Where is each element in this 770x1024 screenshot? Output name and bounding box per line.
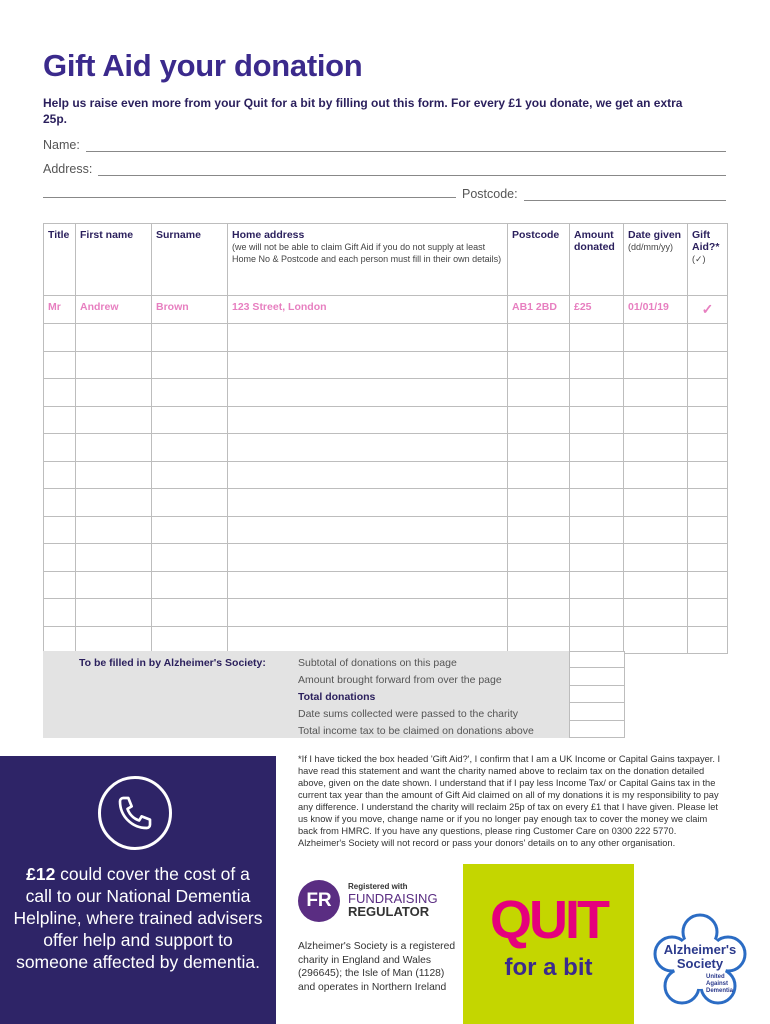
table-cell[interactable] xyxy=(570,434,624,462)
table-cell[interactable] xyxy=(152,489,228,517)
table-cell[interactable] xyxy=(228,626,508,654)
table-cell[interactable] xyxy=(228,379,508,407)
table-row xyxy=(44,461,728,489)
quit-logo-sub: for a bit xyxy=(504,954,593,981)
table-cell[interactable] xyxy=(570,379,624,407)
table-cell[interactable] xyxy=(152,379,228,407)
table-cell[interactable] xyxy=(76,626,152,654)
table-row xyxy=(44,516,728,544)
example-gift-aid-tick: ✓ xyxy=(688,296,728,324)
example-amount: £25 xyxy=(570,296,624,324)
table-row xyxy=(44,406,728,434)
totals-item-subtotal: Subtotal of donations on this page xyxy=(298,657,457,669)
table-cell[interactable] xyxy=(508,489,570,517)
table-cell[interactable] xyxy=(508,351,570,379)
table-cell[interactable] xyxy=(508,599,570,627)
totals-section xyxy=(43,651,727,738)
table-cell[interactable] xyxy=(688,461,728,489)
table-cell[interactable] xyxy=(624,379,688,407)
table-cell[interactable] xyxy=(152,626,228,654)
table-cell[interactable] xyxy=(570,626,624,654)
table-cell[interactable] xyxy=(44,516,76,544)
gift-aid-declaration: *If I have ticked the box headed 'Gift Aid?', I confirm that I am a UK Income or Capital Gains taxpayer. I have read this statement and want the charity named above to reclaim tax on the donation detailed above, given on the date shown. I understand that if I pay less Income Tax/ or Capital Gains tax in the current tax year than the amount of Gift Aid claimed on all of my donations it is my responsibility to pay any difference. I understand the charity will reclaim 25p of tax on every £1 that I have given. Please let us know if you move, change name or if you no longer pay enough tax to cover the money we claim back from HMRC. If you have any questions, please ring Customer Care on 0300 222 5770. Alzheimer's Society will not record or pass your donors' details on to any other organisation. xyxy=(298,754,721,848)
table-cell[interactable] xyxy=(570,544,624,572)
table-cell[interactable] xyxy=(228,461,508,489)
table-cell[interactable] xyxy=(688,434,728,462)
header-home-address xyxy=(228,224,508,296)
postcode-field-row xyxy=(462,187,726,201)
header-home-address-label: Home address xyxy=(232,229,305,241)
alz-logo-line4: Against xyxy=(706,981,729,987)
table-cell[interactable] xyxy=(152,599,228,627)
forget-me-not-icon xyxy=(650,910,750,1010)
table-row xyxy=(44,544,728,572)
totals-input-boxes xyxy=(569,651,625,738)
table-cell[interactable] xyxy=(508,544,570,572)
charity-registration-info: Alzheimer's Society is a registered charity in England and Wales (296645); the Isle of Man (1128) and operates in Northern Ireland xyxy=(298,941,456,993)
table-cell[interactable] xyxy=(152,461,228,489)
quit-for-a-bit-logo xyxy=(463,864,634,1024)
totals-input-brought-forward[interactable] xyxy=(569,668,625,685)
header-home-address-note: (we will not be able to claim Gift Aid if you do not supply at least Home No & Postcode and each person must fill in their own details) xyxy=(232,242,502,264)
alzheimers-society-logo xyxy=(650,910,750,1010)
table-cell[interactable] xyxy=(688,571,728,599)
table-cell[interactable] xyxy=(624,434,688,462)
table-cell[interactable] xyxy=(508,461,570,489)
table-cell[interactable] xyxy=(624,544,688,572)
totals-input-date-passed[interactable] xyxy=(569,703,625,720)
table-cell[interactable] xyxy=(44,489,76,517)
alz-logo-line3: United xyxy=(706,974,725,980)
fr-badge-icon: FR xyxy=(298,880,340,922)
table-cell[interactable] xyxy=(688,406,728,434)
table-cell[interactable] xyxy=(624,406,688,434)
quit-logo-word: QUIT xyxy=(490,890,607,950)
table-cell[interactable] xyxy=(688,626,728,654)
header-date-note: (dd/mm/yy) xyxy=(628,242,673,252)
table-cell[interactable] xyxy=(44,461,76,489)
totals-input-subtotal[interactable] xyxy=(569,651,625,668)
totals-item-brought-forward: Amount brought forward from over the page xyxy=(298,674,502,686)
postcode-label: Postcode: xyxy=(462,187,518,201)
fr-name-text: FUNDRAISING xyxy=(348,891,438,906)
alz-logo-line5: Dementia xyxy=(706,988,734,994)
table-cell[interactable] xyxy=(228,489,508,517)
table-cell[interactable] xyxy=(508,516,570,544)
table-cell[interactable] xyxy=(76,406,152,434)
table-row xyxy=(44,626,728,654)
table-cell[interactable] xyxy=(570,324,624,352)
table-row xyxy=(44,379,728,407)
table-cell[interactable] xyxy=(44,406,76,434)
table-cell[interactable] xyxy=(570,489,624,517)
helpline-promo-text xyxy=(12,863,264,973)
table-cell[interactable] xyxy=(228,351,508,379)
header-date-label: Date given xyxy=(628,229,682,241)
table-row xyxy=(44,599,728,627)
table-cell[interactable] xyxy=(152,351,228,379)
table-cell[interactable] xyxy=(76,599,152,627)
donations-table xyxy=(43,223,728,654)
table-cell[interactable] xyxy=(152,516,228,544)
fr-registered-text: Registered with xyxy=(348,882,408,891)
table-cell[interactable] xyxy=(570,461,624,489)
table-cell[interactable] xyxy=(44,351,76,379)
table-cell[interactable] xyxy=(76,379,152,407)
header-postcode: Postcode xyxy=(508,224,570,296)
table-cell[interactable] xyxy=(570,406,624,434)
table-cell[interactable] xyxy=(624,599,688,627)
header-gift-aid-note: (✓) xyxy=(692,254,706,264)
example-surname: Brown xyxy=(152,296,228,324)
table-cell[interactable] xyxy=(570,351,624,379)
header-gift-aid-label: Gift Aid?* xyxy=(692,229,720,253)
table-cell[interactable] xyxy=(508,379,570,407)
table-cell[interactable] xyxy=(570,571,624,599)
header-surname: Surname xyxy=(152,224,228,296)
table-cell[interactable] xyxy=(688,599,728,627)
phone-icon xyxy=(98,776,172,850)
table-cell[interactable] xyxy=(228,599,508,627)
table-row xyxy=(44,434,728,462)
table-cell[interactable] xyxy=(228,324,508,352)
table-cell[interactable] xyxy=(688,351,728,379)
totals-items xyxy=(298,656,534,741)
table-header-row xyxy=(44,224,728,296)
table-cell[interactable] xyxy=(688,489,728,517)
table-cell[interactable] xyxy=(228,544,508,572)
table-cell[interactable] xyxy=(688,379,728,407)
table-cell[interactable] xyxy=(44,599,76,627)
table-cell[interactable] xyxy=(624,571,688,599)
table-cell[interactable] xyxy=(152,571,228,599)
table-cell[interactable] xyxy=(44,434,76,462)
table-cell[interactable] xyxy=(76,434,152,462)
table-cell[interactable] xyxy=(152,324,228,352)
table-cell[interactable] xyxy=(508,571,570,599)
address-input-line-2[interactable] xyxy=(43,186,456,198)
table-cell[interactable] xyxy=(228,406,508,434)
table-cell[interactable] xyxy=(688,516,728,544)
table-cell[interactable] xyxy=(76,489,152,517)
table-cell[interactable] xyxy=(228,571,508,599)
alz-logo-line2: Society xyxy=(676,956,724,971)
totals-label: To be filled in by Alzheimer's Society: xyxy=(79,657,266,669)
example-date: 01/01/19 xyxy=(624,296,688,324)
promo-amount: £12 xyxy=(26,864,56,884)
table-cell[interactable] xyxy=(508,324,570,352)
table-cell[interactable] xyxy=(570,516,624,544)
table-cell[interactable] xyxy=(76,351,152,379)
example-title: Mr xyxy=(44,296,76,324)
table-cell[interactable] xyxy=(76,571,152,599)
totals-input-tax-claimed[interactable] xyxy=(569,721,625,738)
table-cell[interactable] xyxy=(76,324,152,352)
table-cell[interactable] xyxy=(44,324,76,352)
table-cell[interactable] xyxy=(76,461,152,489)
fundraising-regulator-logo xyxy=(298,878,448,924)
table-cell[interactable] xyxy=(44,379,76,407)
table-cell[interactable] xyxy=(44,626,76,654)
table-cell[interactable] xyxy=(76,516,152,544)
header-amount: Amount donated xyxy=(570,224,624,296)
header-title: Title xyxy=(44,224,76,296)
table-cell[interactable] xyxy=(508,626,570,654)
example-row xyxy=(44,296,728,324)
table-cell[interactable] xyxy=(76,544,152,572)
table-row xyxy=(44,571,728,599)
table-cell[interactable] xyxy=(152,406,228,434)
table-cell[interactable] xyxy=(228,434,508,462)
table-cell[interactable] xyxy=(508,406,570,434)
table-cell[interactable] xyxy=(44,571,76,599)
table-cell[interactable] xyxy=(688,544,728,572)
table-cell[interactable] xyxy=(624,324,688,352)
address-input-line[interactable] xyxy=(98,164,726,176)
table-cell[interactable] xyxy=(624,626,688,654)
alz-logo-line1: Alzheimer's xyxy=(663,942,737,957)
promo-description: could cover the cost of a call to our National Dementia Helpline, where trained advisers offer help and support to someone affected by dementia. xyxy=(13,864,263,972)
name-field-row xyxy=(43,138,726,152)
totals-item-date-passed: Date sums collected were passed to the charity xyxy=(298,708,519,720)
table-cell[interactable] xyxy=(624,351,688,379)
example-postcode: AB1 2BD xyxy=(508,296,570,324)
table-cell[interactable] xyxy=(624,489,688,517)
table-cell[interactable] xyxy=(624,516,688,544)
table-row xyxy=(44,489,728,517)
page-title: Gift Aid your donation xyxy=(43,48,363,83)
intro-text: Help us raise even more from your Quit for a bit by filling out this form. For every £1 you donate, we get an extra 25p. xyxy=(43,96,683,126)
table-cell[interactable] xyxy=(508,434,570,462)
table-cell[interactable] xyxy=(228,516,508,544)
example-first-name: Andrew xyxy=(76,296,152,324)
table-row xyxy=(44,351,728,379)
table-cell[interactable] xyxy=(624,461,688,489)
name-input-line[interactable] xyxy=(86,140,726,152)
totals-item-tax-claimed: Total income tax to be claimed on donations above xyxy=(298,725,534,737)
address-field-row xyxy=(43,162,726,176)
helpline-promo-panel xyxy=(0,756,276,1024)
table-cell[interactable] xyxy=(152,434,228,462)
header-date xyxy=(624,224,688,296)
fr-regulator-text: REGULATOR xyxy=(348,904,430,919)
name-label: Name: xyxy=(43,138,80,152)
totals-item-total: Total donations xyxy=(298,691,376,703)
postcode-input-line[interactable] xyxy=(524,189,726,201)
totals-input-total[interactable] xyxy=(569,686,625,703)
table-row xyxy=(44,324,728,352)
header-first-name: First name xyxy=(76,224,152,296)
table-cell[interactable] xyxy=(688,324,728,352)
example-address: 123 Street, London xyxy=(228,296,508,324)
table-cell[interactable] xyxy=(44,544,76,572)
table-cell[interactable] xyxy=(570,599,624,627)
address-label: Address: xyxy=(43,162,93,176)
header-gift-aid xyxy=(688,224,728,296)
table-cell[interactable] xyxy=(152,544,228,572)
